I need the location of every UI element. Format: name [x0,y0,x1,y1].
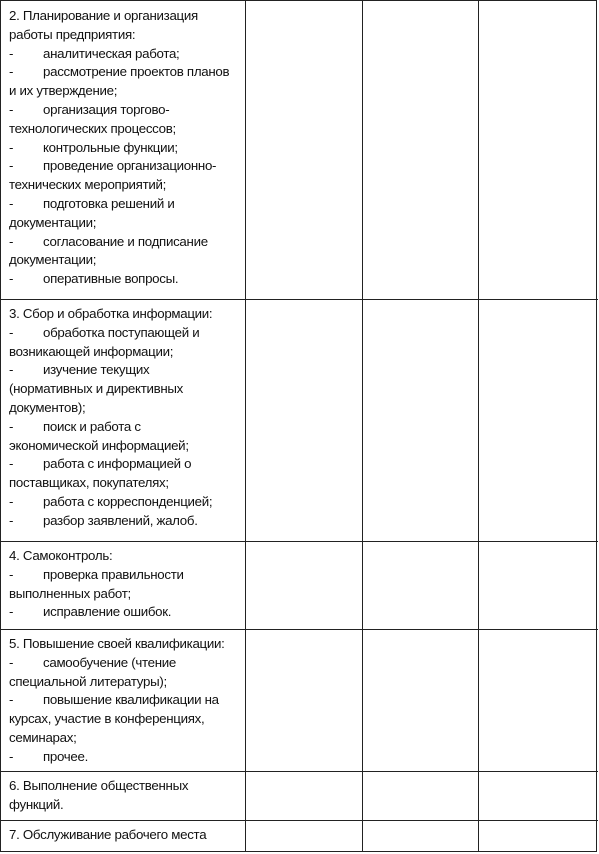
line-text: и их утверждение; [9,83,118,99]
line-text: экономической информацией; [9,437,189,453]
list-item [9,493,246,512]
bullet-dash: - [9,692,14,708]
list-item [9,195,246,214]
table-row [9,7,246,289]
line-text: документации; [9,214,97,230]
line-text: поиск и работа с [43,418,141,434]
line-text: исправление ошибок. [43,604,172,620]
bullet-dash: - [9,566,14,582]
table-row [9,826,246,845]
bullet-dash: - [9,493,14,509]
line-text: технологических процессов; [9,120,176,136]
line-text: семинарах; [9,729,77,745]
text-line [9,474,246,493]
line-text: документов); [9,399,86,415]
line-text: работа с информацией о [43,456,192,472]
bullet-dash: - [9,45,14,61]
list-item [9,324,246,343]
list-item [9,512,246,531]
line-text: технических мероприятий; [9,177,167,193]
bullet-dash: - [9,324,14,340]
text-line [9,673,246,692]
text-line [9,399,246,418]
line-text: оперативные вопросы. [43,271,179,287]
line-text: подготовка решений и [43,195,175,211]
text-line [9,710,246,729]
text-line [9,26,246,45]
list-item [9,691,246,710]
table-row [9,635,246,767]
row-divider-2 [1,541,598,542]
column-divider-3 [478,1,479,851]
line-text: самообучение (чтение [43,654,176,670]
line-text: курсах, участие в конференциях, [9,711,205,727]
text-line [9,380,246,399]
row-divider-5 [1,820,598,821]
column-divider-2 [362,1,363,851]
line-text: организация торгово- [43,101,170,117]
text-line [9,82,246,101]
bullet-dash: - [9,64,14,80]
line-text: работы предприятия: [9,26,136,42]
row-title: 7. Обслуживание рабочего места [9,827,207,842]
bullet-dash: - [9,271,14,287]
line-text: (нормативных и директивных [9,381,184,397]
list-item [9,101,246,120]
table-row [9,547,246,622]
table-row [9,305,246,531]
bullet-dash: - [9,233,14,249]
line-text: проведение организационно- [43,158,217,174]
list-item [9,748,246,767]
bullet-dash: - [9,604,14,620]
bullet-dash: - [9,418,14,434]
line-text: обработка поступающей и [43,324,200,340]
line-text: разбор заявлений, жалоб. [43,512,198,528]
row-divider-4 [1,771,598,772]
list-item [9,233,246,252]
text-line [9,437,246,456]
text-line [9,796,246,815]
list-item [9,270,246,289]
list-item [9,63,246,82]
list-item [9,654,246,673]
line-text: прочее. [43,748,89,764]
text-line [9,343,246,362]
line-text: возникающей информации; [9,343,174,359]
text-line [9,120,246,139]
bullet-dash: - [9,101,14,117]
line-text: работа с корреспонденцией; [43,493,213,509]
bullet-dash: - [9,456,14,472]
bullet-dash: - [9,158,14,174]
line-text: выполненных работ; [9,585,131,601]
text-line [9,176,246,195]
table-row [9,777,246,815]
row-divider-1 [1,299,598,300]
text-line [9,251,246,270]
list-item [9,455,246,474]
line-text: контрольные функции; [43,139,178,155]
bullet-dash: - [9,362,14,378]
text-line [9,585,246,604]
list-item [9,418,246,437]
bullet-dash: - [9,139,14,155]
list-item [9,566,246,585]
line-text: документации; [9,252,97,268]
line-text: специальной литературы); [9,673,167,689]
list-item [9,157,246,176]
line-text: изучение текущих [43,362,150,378]
line-text: аналитическая работа; [43,45,180,61]
list-item [9,361,246,380]
text-line [9,214,246,233]
list-item [9,139,246,158]
row-title: 3. Сбор и обработка информации: [9,306,213,321]
bullet-dash: - [9,654,14,670]
bullet-dash: - [9,748,14,764]
row-title: 2. Планирование и организация [9,8,198,23]
line-text: проверка правильности [43,566,184,582]
text-line [9,729,246,748]
line-text: рассмотрение проектов планов [43,64,230,80]
row-divider-3 [1,629,598,630]
line-text: поставщиках, покупателях; [9,475,169,491]
line-text: повышение квалификации на [43,692,219,708]
list-item [9,45,246,64]
row-title: 6. Выполнение общественных [9,778,189,793]
row-title: 4. Самоконтроль: [9,548,113,563]
line-text: согласование и подписание [43,233,208,249]
line-text: функций. [9,796,64,812]
row-title: 5. Повышение своей квалификации: [9,636,225,651]
list-item [9,603,246,622]
bullet-dash: - [9,512,14,528]
bullet-dash: - [9,195,14,211]
